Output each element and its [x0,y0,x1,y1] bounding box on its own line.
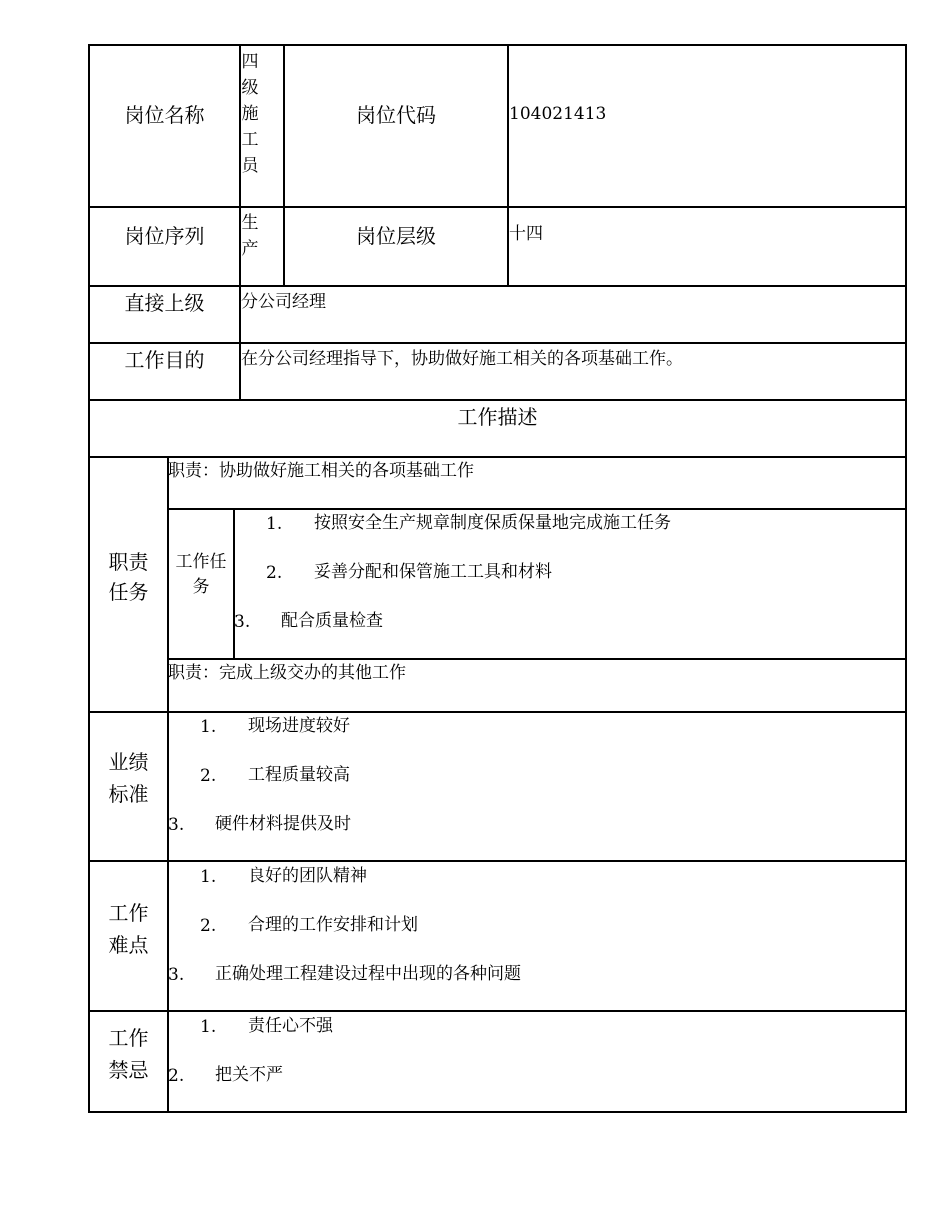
column-divider [283,44,285,286]
task-1-number: 1. [266,514,283,534]
description-title: 工作描述 [457,405,538,429]
post-code-label: 岗位代码 [356,103,436,127]
post-name-char: 施 [241,104,259,124]
row-divider [88,342,907,344]
duties-label [90,547,167,607]
taboos-label [90,1022,167,1086]
duty-2: 职责：完成上级交办的其他工作 [168,663,406,683]
post-name-char: 四 [241,52,259,72]
taboo-1-text: 责任心不强 [248,1016,333,1036]
row-divider [167,658,907,660]
row-divider [167,508,907,510]
purpose-label: 工作目的 [124,348,205,372]
taboo-2-text: 把关不严 [215,1065,283,1085]
post-name-value [239,49,261,179]
performance-label-line: 标准 [108,782,149,806]
difficulties-label [90,897,167,961]
task-label-line: 工作任 [175,552,227,572]
performance-label-line: 业绩 [108,750,149,774]
taboos-label-line: 工作 [108,1026,149,1050]
taboo-1-number: 1. [200,1017,217,1037]
table-border-bottom [88,1111,907,1113]
task-2-number: 2. [266,563,283,583]
row-divider [88,399,907,401]
post-series-value [239,210,261,262]
post-level-label: 岗位层级 [356,224,436,248]
post-code-value: 104021413 [509,104,607,124]
superior-value: 分公司经理 [241,292,326,312]
row-divider [88,206,907,208]
performance-1-text: 现场进度较好 [248,716,350,736]
column-divider [507,44,509,286]
difficulty-3-number: 3. [168,965,185,985]
post-name-char: 工 [241,130,259,150]
taboo-2-number: 2. [168,1066,185,1086]
duty-1: 职责：协助做好施工相关的各项基础工作 [168,461,474,481]
difficulty-1-text: 良好的团队精神 [248,866,367,886]
post-name-char: 级 [241,78,259,98]
post-series-char: 生 [241,213,259,233]
task-1-text: 按照安全生产规章制度保质保量地完成施工任务 [314,513,671,533]
row-divider [88,711,907,713]
post-series-char: 产 [241,239,259,259]
duties-label-line: 职责 [108,550,149,574]
taboos-label-line: 禁忌 [108,1058,149,1082]
post-level-value: 十四 [509,224,543,244]
table-border-right [905,44,907,1113]
column-divider [233,508,235,659]
post-name-label: 岗位名称 [124,103,205,127]
performance-1-number: 1. [200,717,217,737]
row-divider [88,285,907,287]
row-divider [88,456,907,458]
table-border-top [88,44,907,46]
task-label [169,550,233,600]
post-series-label: 岗位序列 [124,224,205,248]
performance-3-number: 3. [168,815,185,835]
purpose-value: 在分公司经理指导下，协助做好施工相关的各项基础工作。 [241,349,683,369]
difficulties-label-line: 工作 [108,901,149,925]
difficulty-1-number: 1. [200,867,217,887]
performance-label [90,746,167,810]
row-divider [88,1010,907,1012]
difficulty-3-text: 正确处理工程建设过程中出现的各种问题 [215,964,521,984]
post-name-char: 员 [241,156,259,176]
performance-3-text: 硬件材料提供及时 [215,814,351,834]
task-3-number: 3. [234,612,251,632]
difficulty-2-text: 合理的工作安排和计划 [248,915,418,935]
row-divider [88,860,907,862]
superior-label: 直接上级 [124,291,205,315]
task-label-line: 务 [192,577,210,597]
task-3-text: 配合质量检查 [281,611,383,631]
difficulty-2-number: 2. [200,916,217,936]
performance-2-number: 2. [200,766,217,786]
duties-label-line: 任务 [108,580,149,604]
task-2-text: 妥善分配和保管施工工具和材料 [314,562,552,582]
difficulties-label-line: 难点 [108,933,149,957]
performance-2-text: 工程质量较高 [248,765,350,785]
